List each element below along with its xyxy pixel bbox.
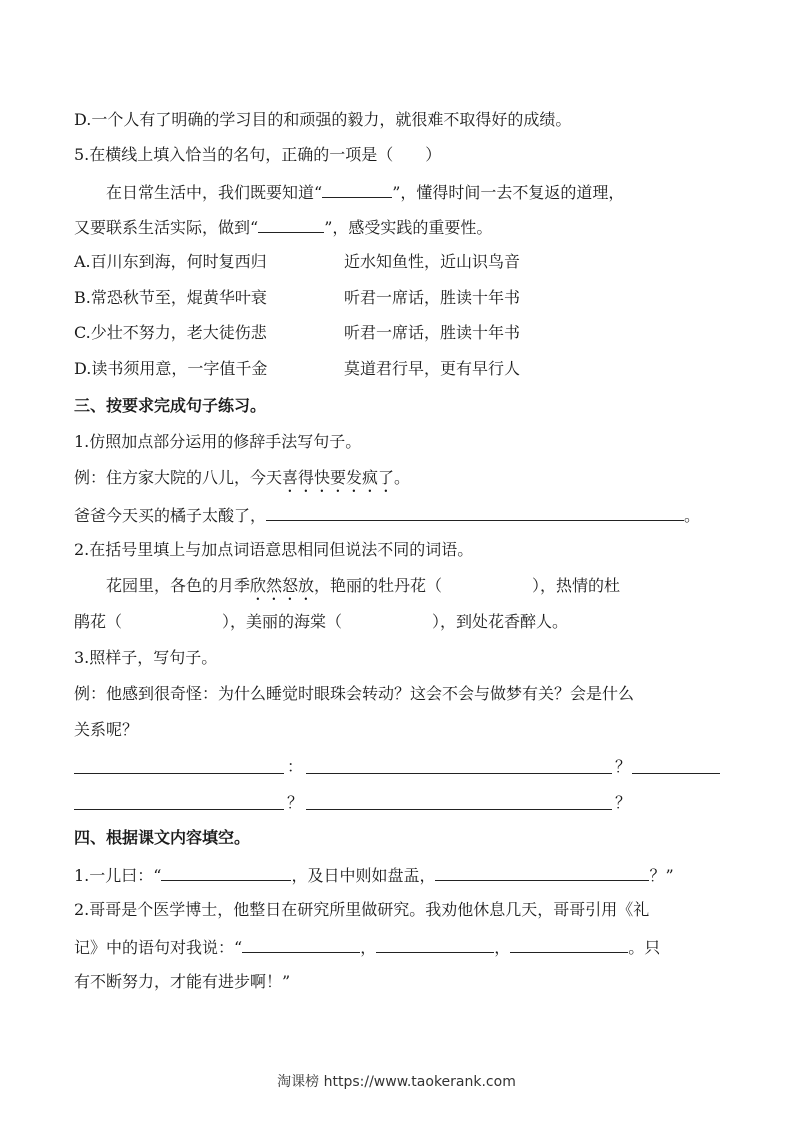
task-text: 爸爸今天买的橘子太酸了，: [74, 506, 267, 525]
q5-blank-1[interactable]: [322, 181, 392, 198]
option-right: 莫道君行早，更有早行人: [344, 359, 521, 378]
sec3-q1-example: [74, 468, 410, 496]
q2-text: ），热情的杜: [532, 576, 621, 595]
option-right: 听君一席话，胜读十年书: [344, 323, 521, 342]
option-right: 听君一席话，胜读十年书: [344, 288, 521, 307]
q1-text: 1.一儿曰：“: [74, 866, 162, 885]
sec3-q2-line2: [74, 612, 568, 632]
dotted-phrase: 喜得快要发疯了: [282, 468, 395, 487]
q5-passage-text: ”，感受实践的重要性。: [324, 218, 493, 237]
sec4-q2-blank-2[interactable]: [376, 936, 494, 953]
q2-text: ），美丽的海棠（: [222, 612, 343, 631]
q5-passage-line2: [74, 216, 492, 238]
answer-line[interactable]: [74, 809, 284, 810]
task-end: 。: [684, 506, 701, 525]
q2-comma: ，: [360, 938, 377, 957]
q2-comma: ，: [494, 938, 511, 957]
answer-line[interactable]: [74, 773, 284, 774]
sec3-q3-example-cont: 关系呢？: [74, 720, 139, 739]
q2-text: 花园里，各色的月季: [106, 576, 251, 595]
sec4-q1: [74, 864, 674, 886]
sec3-q3-example: 例：他感到很奇怪：为什么睡觉时眼珠会转动？这会不会与做梦有关？会是什么: [74, 684, 635, 703]
q1-answer-blank[interactable]: [266, 504, 684, 521]
example-end: 。: [394, 468, 411, 487]
q5-option-d: [74, 359, 714, 379]
colon-mark: ：: [287, 757, 304, 776]
sec3-q2-stem: 2.在括号里填上与加点词语意思相同但说法不同的词语。: [74, 540, 474, 559]
sec3-q2-line1: [106, 576, 620, 604]
example-text: 例：住方家大院的八儿，今天: [74, 468, 283, 487]
sec3-q3-stem: 3.照样子，写句子。: [74, 648, 218, 667]
sec4-q2-line2: [74, 936, 660, 958]
q5-option-c: [74, 323, 714, 343]
question-mark: ？: [615, 757, 632, 776]
sec3-q1-task: [74, 504, 700, 526]
q5-passage-text: ”，懂得时间一去不复返的道理，: [392, 183, 625, 202]
sec4-q2-line3: 有不断努力，才能有进步啊！”: [74, 972, 291, 991]
q2-text: ，艳丽的牡丹花（: [314, 576, 443, 595]
dotted-phrase: 欣然怒放: [250, 576, 315, 595]
sec4-q2-line1: 2.哥哥是个医学博士，他整日在研究所里做研究。我劝他休息几天，哥哥引用《礼: [74, 900, 650, 919]
q2-text: 。只: [628, 938, 661, 957]
option-left: C.少壮不努力，老大徒伤悲: [74, 323, 267, 342]
q5-blank-2[interactable]: [258, 216, 324, 233]
sec4-q1-blank-2[interactable]: [435, 864, 649, 881]
sec4-q2-blank-1[interactable]: [242, 936, 360, 953]
q5-passage-text: 在日常生活中，我们既要知道“: [106, 183, 323, 202]
sec4-q2-blank-3[interactable]: [510, 936, 628, 953]
option-left: B.常恐秋节至，焜黄华叶衰: [74, 288, 267, 307]
q4-option-d: D.一个人有了明确的学习目的和顽强的毅力，就很难不取得好的成绩。: [74, 110, 572, 129]
q5-passage-line1: [106, 181, 624, 203]
q5-stem: 5.在横线上填入恰当的名句，正确的一项是（ ）: [74, 145, 442, 164]
question-mark: ？: [615, 793, 632, 812]
q1-text: ，及日中则如盘盂，: [291, 866, 436, 885]
option-left: A.百川东到海，何时复西归: [74, 252, 267, 271]
question-mark: ？: [287, 793, 304, 812]
q5-option-a: [74, 252, 714, 272]
sec4-q1-blank-1[interactable]: [161, 864, 291, 881]
q2-text: 记》中的语句对我说：“: [74, 938, 243, 957]
page-footer: 淘课榜 https://www.taokerank.com: [277, 1074, 516, 1090]
q2-text: ），到处花香醉人。: [432, 612, 569, 631]
option-left: D.读书须用意，一字值千金: [74, 359, 268, 378]
section-4-heading: 四、根据课文内容填空。: [74, 828, 251, 847]
answer-line[interactable]: [306, 809, 612, 810]
q5-passage-text: 又要联系生活实际，做到“: [74, 218, 259, 237]
q2-text: 鹃花（: [74, 612, 123, 631]
answer-line[interactable]: [632, 773, 720, 774]
q1-text: ？”: [649, 866, 674, 885]
sec3-q1-stem: 1.仿照加点部分运用的修辞手法写句子。: [74, 432, 362, 451]
option-right: 近水知鱼性，近山识鸟音: [344, 252, 521, 271]
section-3-heading: 三、按要求完成句子练习。: [74, 396, 267, 415]
q5-option-b: [74, 288, 714, 308]
answer-line[interactable]: [306, 773, 612, 774]
